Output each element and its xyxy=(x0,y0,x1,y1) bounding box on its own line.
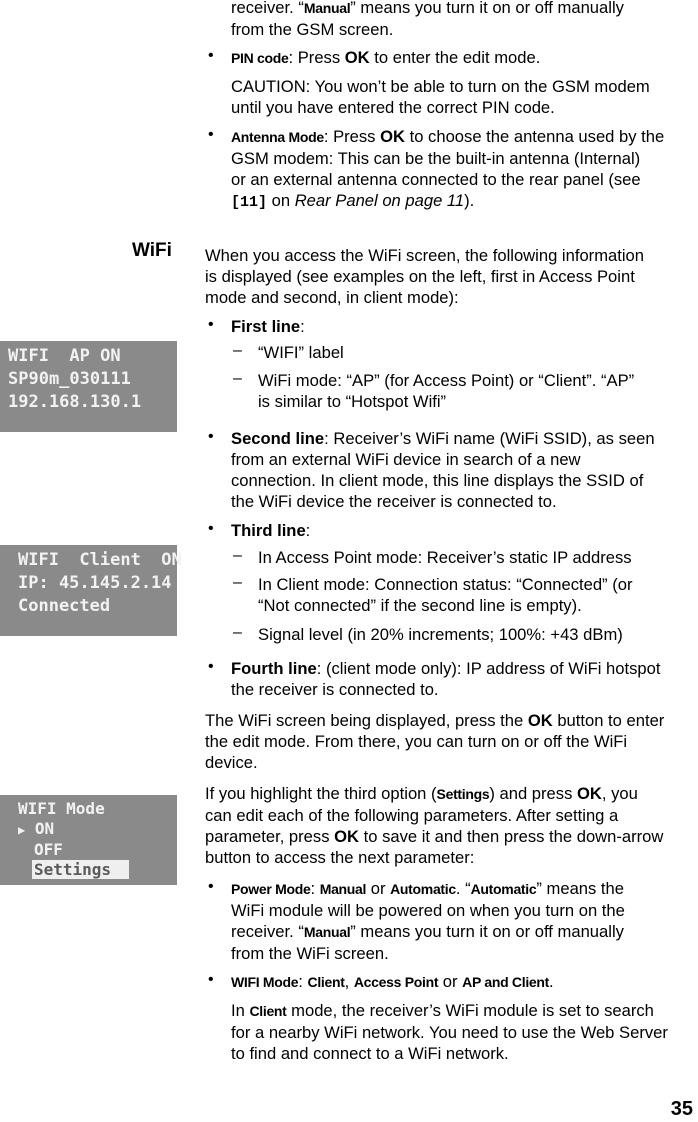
wifi-edit-paragraph: The WiFi screen being displayed, press the OK button to enter the edit mode. From there, you can turn on or off the WiFi device. xyxy=(205,711,665,772)
bullet: • xyxy=(208,316,214,333)
lcd-line: SP90m_030111 xyxy=(8,369,131,389)
first-line-item: First line: xyxy=(231,317,305,336)
wifi-mode-item: WIFI Mode: Client, Access Point or AP and Client. xyxy=(231,972,554,991)
lcd-line: WIFI AP ON xyxy=(8,346,121,366)
lcd-screen-wifi-mode-menu xyxy=(0,795,177,885)
dash: – xyxy=(233,370,242,387)
third-line-signal-desc: Signal level (in 20% increments; 100%: +43 dBm) xyxy=(258,625,623,644)
bullet: • xyxy=(208,971,214,988)
dash: – xyxy=(233,574,242,591)
lcd-screen-client-mode xyxy=(0,545,182,636)
lcd-line xyxy=(18,860,169,880)
lcd-line: Connected xyxy=(18,596,111,616)
third-line-item: Third line: xyxy=(231,521,311,540)
fourth-line-item: Fourth line: (client mode only): IP address of WiFi hotspot the receiver is connected to. xyxy=(231,659,661,699)
pin-code-item: PIN code: Press OK to enter the edit mode. xyxy=(231,48,541,67)
wifi-intro: When you access the WiFi screen, the following information is displayed (see examples on the left, first in Access Point mode and second, in client mode): xyxy=(205,246,645,307)
lcd-line: 192.168.130.1 xyxy=(8,392,142,412)
lcd-line: WIFI Mode xyxy=(18,799,105,818)
first-line-label-desc: “WIFI” label xyxy=(258,343,344,362)
third-line-client-desc: In Client mode: Connection status: “Connected” (or “Not connected” if the second line is empty). xyxy=(258,575,633,615)
lcd-line: ▶ ON xyxy=(18,819,55,838)
page-number: 35 xyxy=(670,1098,693,1120)
lcd-screen-ap-mode xyxy=(0,341,177,432)
wifi-power-mode-item: Power Mode: Manual or Automatic. “Automatic” means the WiFi module will be powered on when you turn on the receiver. “Manual” means you turn it on or off manually from the WiFi screen. xyxy=(231,879,625,963)
second-line-item: Second line: Receiver’s WiFi name (WiFi SSID), as seen from an external WiFi device in search of a new connection. In client mode, this line displays the SSID of the WiFi device the receiver is connected to. xyxy=(231,429,655,511)
wifi-mode-description: In Client mode, the receiver’s WiFi module is set to search for a nearby WiFi network. You need to use the Web Server to find and connect to a WiFi network. xyxy=(231,1001,668,1063)
antenna-mode-item: Antenna Mode: Press OK to choose the antenna used by the GSM modem: This can be the built-in antenna (Internal) or an external antenna connected to the rear panel (see [11] on Rear Panel on page 11). xyxy=(231,127,665,211)
first-line-mode-desc: WiFi mode: “AP” (for Access Point) or “Client”. “AP” is similar to “Hotspot Wifi” xyxy=(258,371,635,411)
lcd-line: OFF xyxy=(34,840,63,859)
third-line-ap-desc: In Access Point mode: Receiver’s static IP address xyxy=(258,548,632,567)
gsm-power-mode-continuation: receiver. “Manual” means you turn it on or off manually from the GSM screen. xyxy=(231,0,624,39)
dash: – xyxy=(233,624,242,641)
lcd-line: IP: 45.145.2.14 xyxy=(18,573,172,593)
section-heading-wifi: WiFi xyxy=(132,240,172,261)
play-arrow-icon: ▶ xyxy=(18,823,26,837)
lcd-line: WIFI Client ON xyxy=(18,550,182,570)
dash: – xyxy=(233,342,242,359)
lcd-highlighted-option: Settings xyxy=(32,860,129,879)
bullet: • xyxy=(208,658,214,675)
bullet: • xyxy=(208,126,214,143)
rear-panel-link[interactable]: Rear Panel on page 11 xyxy=(294,191,465,210)
bullet: • xyxy=(208,47,214,64)
wifi-settings-paragraph: If you highlight the third option (Settings) and press OK, you can edit each of the following parameters. After setting a parameter, press OK to save it and then press the down-arrow button to access the next parameter: xyxy=(205,784,664,867)
bullet: • xyxy=(208,878,214,895)
bullet: • xyxy=(208,428,214,445)
pin-code-caution: CAUTION: You won’t be able to turn on the GSM modem until you have entered the correct PIN code. xyxy=(231,77,650,117)
dash: – xyxy=(233,547,242,564)
bullet: • xyxy=(208,520,214,537)
